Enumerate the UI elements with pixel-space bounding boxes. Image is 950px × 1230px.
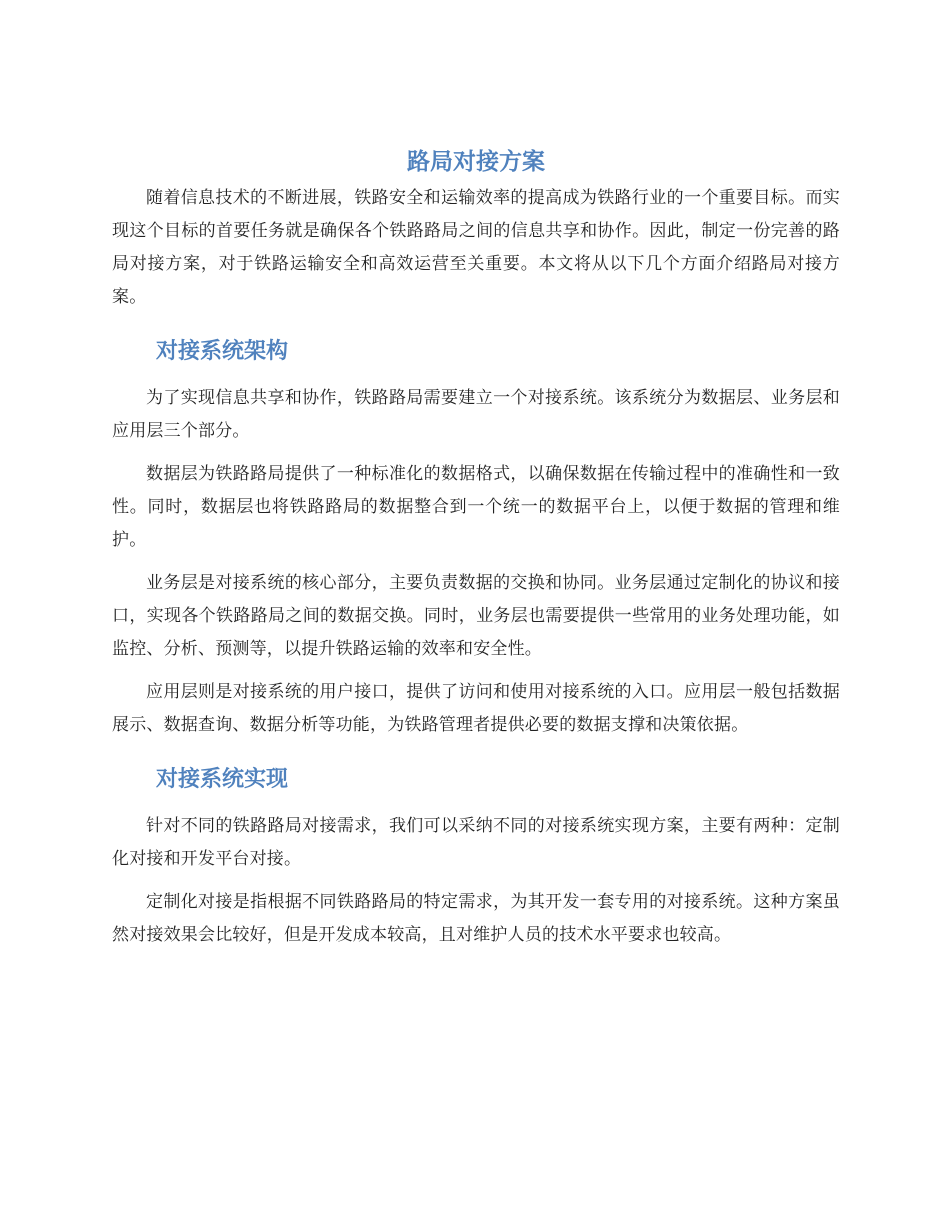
- paragraph: 定制化对接是指根据不同铁路路局的特定需求，为其开发一套专用的对接系统。这种方案虽然对接效果会比较好，但是开发成本较高，且对维护人员的技术水平要求也较高。: [112, 892, 840, 945]
- paragraph: 应用层则是对接系统的用户接口，提供了访问和使用对接系统的入口。应用层一般包括数据展示、数据查询、数据分析等功能，为铁路管理者提供必要的数据支撑和决策依据。: [112, 682, 840, 735]
- paragraph: 针对不同的铁路路局对接需求，我们可以采纳不同的对接系统实现方案，主要有两种：定制化对接和开发平台对接。: [112, 816, 840, 869]
- section-implementation: [112, 764, 840, 952]
- section-heading: 对接系统架构: [156, 339, 289, 364]
- paragraph: 数据层为铁路路局提供了一种标准化的数据格式，以确保数据在传输过程中的准确性和一致性。同时，数据层也将铁路路局的数据整合到一个统一的数据平台上，以便于数据的管理和维护。: [112, 464, 840, 550]
- section-architecture: [112, 336, 840, 742]
- paragraph: 为了实现信息共享和协作，铁路路局需要建立一个对接系统。该系统分为数据层、业务层和应用层三个部分。: [112, 388, 840, 441]
- document-page: [112, 142, 840, 952]
- document-title: 路局对接方案: [407, 149, 545, 175]
- intro-paragraph: 随着信息技术的不断进展，铁路安全和运输效率的提高成为铁路行业的一个重要目标。而实现这个目标的首要任务就是确保各个铁路路局之间的信息共享和协作。因此，制定一份完善的路局对接方案，对于铁路运输安全和高效运营至关重要。本文将从以下几个方面介绍路局对接方案。: [112, 188, 840, 307]
- paragraph: 业务层是对接系统的核心部分，主要负责数据的交换和协同。业务层通过定制化的协议和接口，实现各个铁路路局之间的数据交换。同时，业务层也需要提供一些常用的业务处理功能，如监控、分析、预测等，以提升铁路运输的效率和安全性。: [112, 573, 840, 659]
- section-heading: 对接系统实现: [156, 767, 289, 792]
